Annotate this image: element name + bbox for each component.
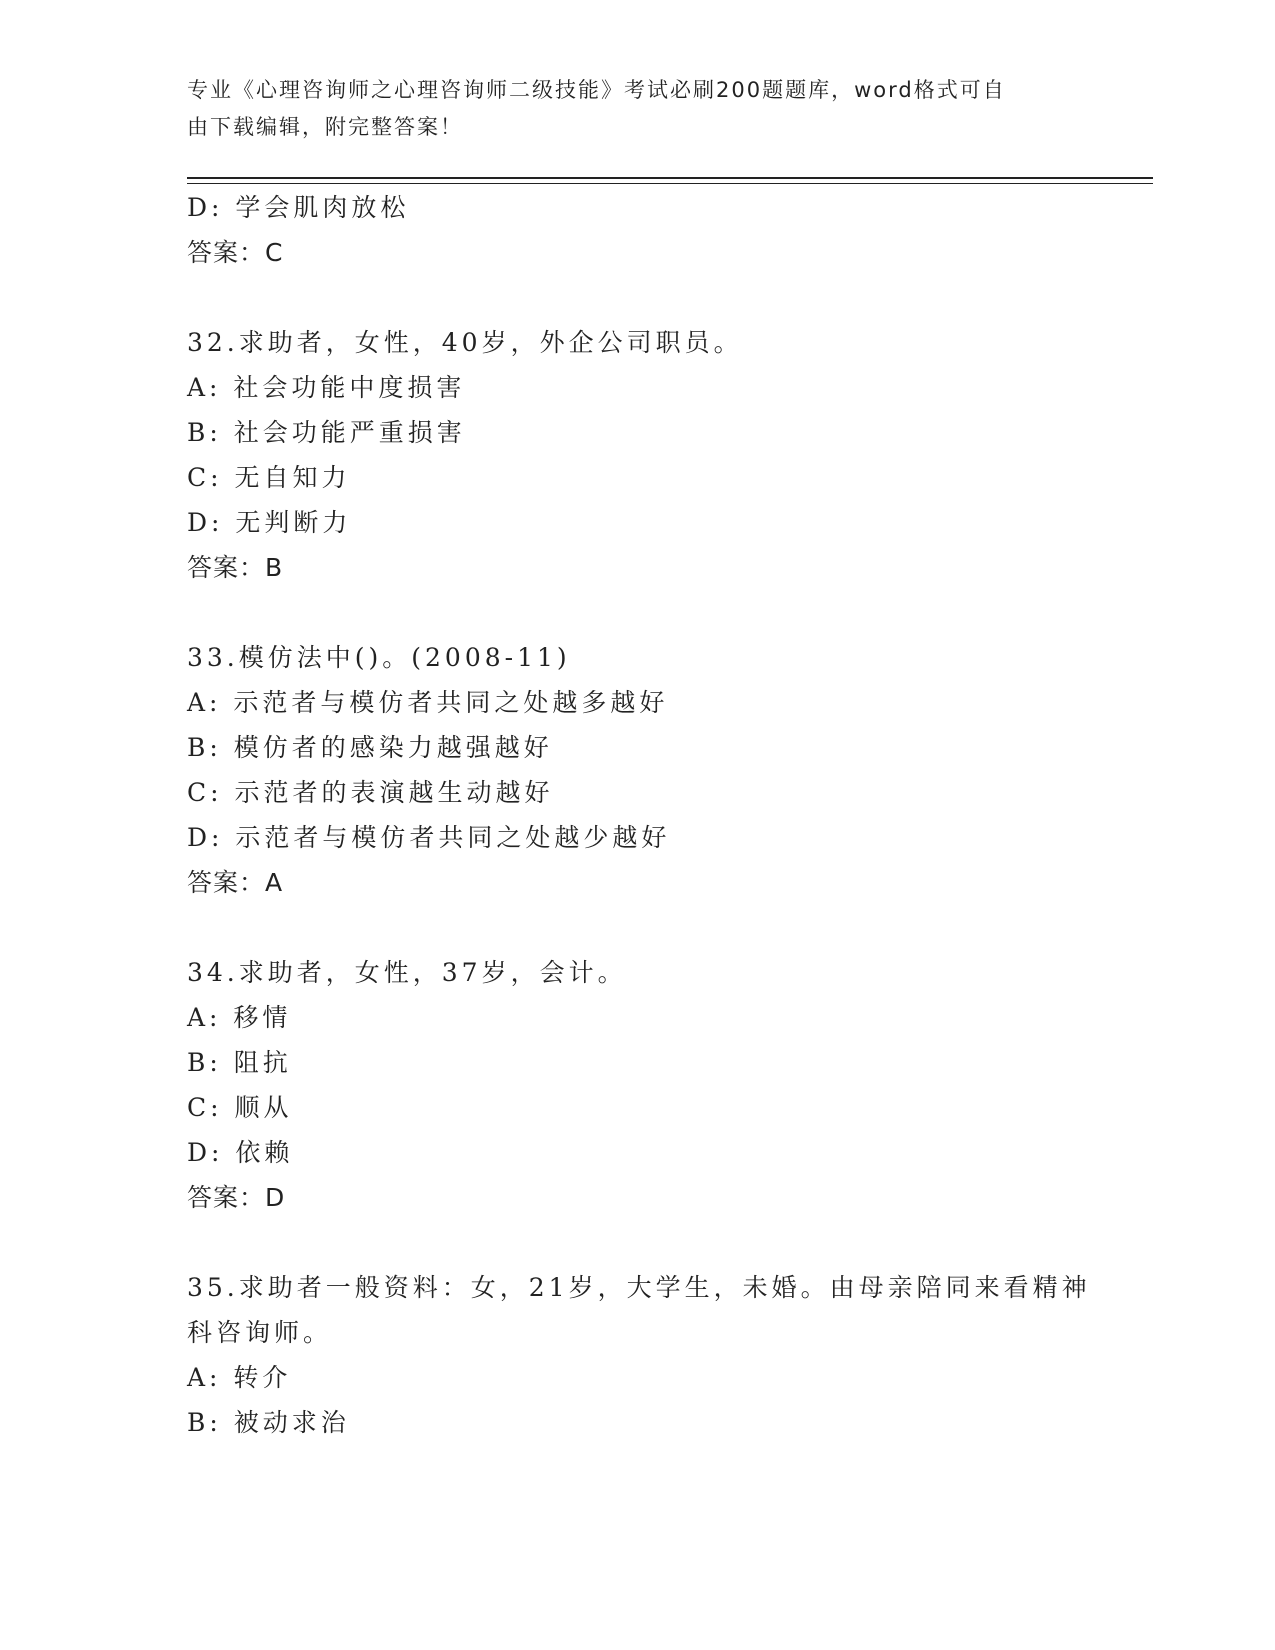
q34-option-c: C: 顺从 — [187, 1093, 293, 1122]
q35-question-line-2: 科咨询师。 — [187, 1318, 333, 1347]
q33-option-d: D: 示范者与模仿者共同之处越少越好 — [187, 823, 671, 852]
q34-option-b: B: 阻抗 — [187, 1048, 292, 1077]
q32-answer: 答案：B — [187, 553, 284, 582]
q32-option-b: B: 社会功能严重损害 — [187, 418, 466, 447]
q32-option-c: C: 无自知力 — [187, 463, 351, 492]
q31-answer: 答案：C — [187, 238, 284, 267]
header-divider-thick — [187, 177, 1153, 179]
q33-question: 33.模仿法中()。(2008-11) — [187, 643, 571, 672]
q31-option-d: D: 学会肌肉放松 — [187, 193, 410, 222]
header-line-1: 专业《心理咨询师之心理咨询师二级技能》考试必刷200题题库，word格式可自 — [187, 78, 1006, 102]
q33-option-a: A: 示范者与模仿者共同之处越多越好 — [187, 688, 669, 717]
q34-question: 34.求助者，女性，37岁，会计。 — [187, 958, 627, 987]
q33-option-b: B: 模仿者的感染力越强越好 — [187, 733, 553, 762]
q34-option-a: A: 移情 — [187, 1003, 292, 1032]
q34-answer: 答案：D — [187, 1183, 286, 1212]
q32-question: 32.求助者，女性，40岁，外企公司职员。 — [187, 328, 743, 357]
q32-option-d: D: 无判断力 — [187, 508, 352, 537]
document-header — [187, 72, 1087, 146]
q32-option-a: A: 社会功能中度损害 — [187, 373, 466, 402]
q33-option-c: C: 示范者的表演越生动越好 — [187, 778, 554, 807]
header-divider-thin — [187, 183, 1153, 184]
q34-option-d: D: 依赖 — [187, 1138, 294, 1167]
q35-question-line-1: 35.求助者一般资料：女，21岁，大学生，未婚。由母亲陪同来看精神 — [187, 1273, 1091, 1302]
header-line-2: 由下载编辑，附完整答案！ — [187, 115, 463, 139]
q33-answer: 答案：A — [187, 868, 284, 897]
q35-option-a: A: 转介 — [187, 1363, 292, 1392]
q35-option-b: B: 被动求治 — [187, 1408, 350, 1437]
